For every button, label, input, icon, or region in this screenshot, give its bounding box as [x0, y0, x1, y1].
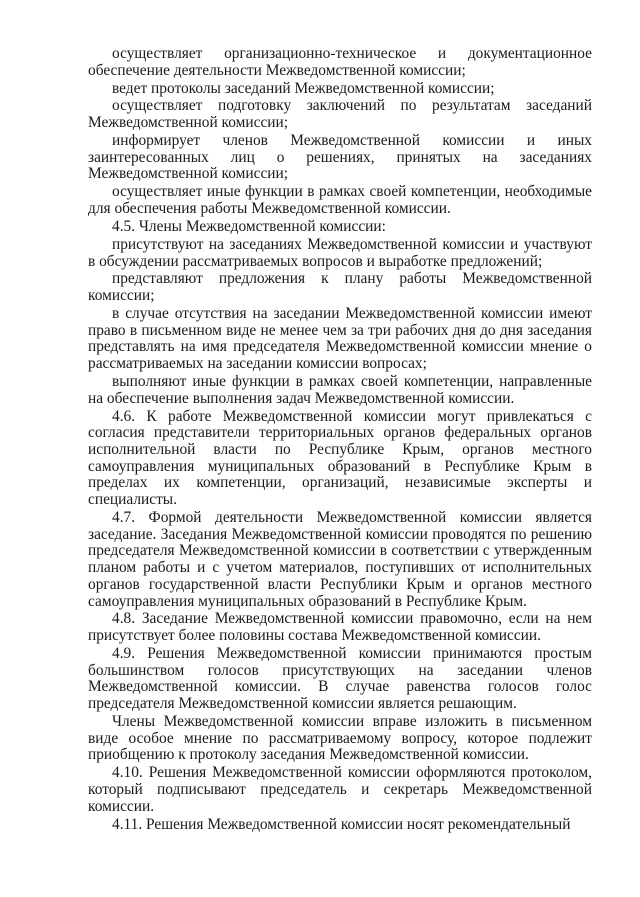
- paragraph-5: осуществляет иные функции в рамках своей компетенции, необходимые для обеспечения работы Межведомственной комиссии.: [88, 183, 592, 218]
- paragraph-1: осуществляет организационно-техническое и документационное обеспечение деятельности Межведомственной комиссии;: [88, 45, 592, 79]
- section-4-9: 4.9. Решения Межведомственной комиссии принимаются простым большинством голосов присутствующих на заседании членов Межведомственной комиссии. В случае равенства голосов голос председателя Межведомственной комиссии является решающим.: [88, 645, 592, 713]
- paragraph-7: присутствуют на заседаниях Межведомственной комиссии и участвуют в обсуждении рассматриваемых вопросов и выработке предложений;: [88, 235, 592, 270]
- paragraph-4: информирует членов Межведомственной комиссии и иных заинтересованных лиц о решениях, принятых на заседаниях Межведомственной комиссии;: [88, 132, 592, 183]
- paragraph-15: Члены Межведомственной комиссии вправе изложить в письменном виде особое мнение по рассматриваемому вопросу, которое подлежит приобщению к протоколу заседания Межведомственной комиссии.: [88, 713, 592, 764]
- section-4-6: 4.6. К работе Межведомственной комиссии могут привлекаться с согласия представители территориальных органов федеральных органов исполнительной власти по Республике Крым, органов местного самоуправления муниципальных образований в Республике Крым в пределах их компетенции, организаций, независимые эксперты и специалисты.: [88, 407, 592, 509]
- section-4-10: 4.10. Решения Межведомственной комиссии оформляются протоколом, который подписывают председатель и секретарь Межведомственной комиссии.: [88, 764, 592, 815]
- paragraph-3: осуществляет подготовку заключений по результатам заседаний Межведомственной комиссии;: [88, 97, 592, 132]
- section-heading-4-5: 4.5. Члены Межведомственной комиссии:: [112, 217, 386, 235]
- paragraph-8: представляют предложения к плану работы Межведомственной комиссии;: [88, 270, 592, 305]
- paragraph-10: выполняют иные функции в рамках своей компетенции, направленные на обеспечение выполнения задач Межведомственной комиссии.: [88, 373, 592, 407]
- section-4-11: 4.11. Решения Межведомственной комиссии носят рекомендательный: [112, 815, 571, 833]
- section-4-8: 4.8. Заседание Межведомственной комиссии правомочно, если на нем присутствует более половины состава Межведомственной комиссии.: [88, 610, 592, 645]
- paragraph-9: в случае отсутствия на заседании Межведомственной комиссии имеют право в письменном виде не менее чем за три рабочих дня до дня заседания представлять на имя председателя Межведомственной комиссии мнение о рассматриваемых на заседании комиссии вопросах;: [88, 305, 592, 373]
- section-4-7: 4.7. Формой деятельности Межведомственной комиссии является заседание. Заседания Межведомственной комиссии проводятся по решению председателя Межведомственной комиссии в соответствии с утвержденным планом работы и с учетом материалов, поступивших от исполнительных органов государственной власти Республики Крым и органов местного самоуправления муниципальных образований в Республике Крым.: [88, 509, 592, 610]
- paragraph-2: ведет протоколы заседаний Межведомственной комиссии;: [112, 79, 495, 97]
- document-page: [88, 46, 592, 835]
